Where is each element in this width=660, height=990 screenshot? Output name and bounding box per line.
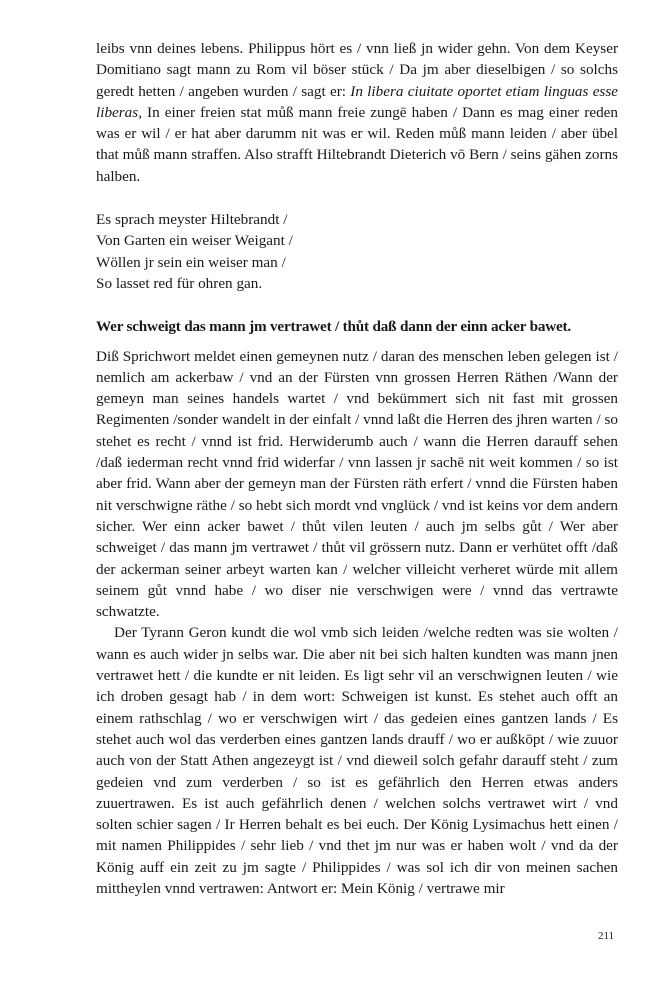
verse-block bbox=[96, 209, 618, 294]
page-number: 211 bbox=[598, 930, 615, 942]
proverb-heading: Wer schweigt das mann jm vertrawet / thůt daß dann der einn acker bawet. bbox=[96, 318, 571, 336]
verse-line: So lasset red für ohren gan. bbox=[96, 274, 263, 292]
verse-line: Wöllen jr sein ein weiser man / bbox=[96, 253, 286, 271]
verse-line: Es sprach meyster Hiltebrandt / bbox=[96, 211, 288, 229]
verse-line: Von Garten ein weiser Weigant / bbox=[96, 232, 293, 250]
latin-quote: In libera ciuitate oportet etiam linguas esse liberas, bbox=[96, 82, 618, 121]
paragraph-2: Diß Sprichwort meldet einen gemeynen nutz / daran des menschen leben gelegen ist / nemlich am ackerbaw / vnd an der Fürsten vnn grossen Herren Räthen /Wann der gemeyn man seines handels wartet / vnd bekümmert sich nit fast mit grossen Regimenten /sonder wandelt in der einfalt / vnnd laßt die Herren des jhren warten / so stehet es recht / vnnd ist frid. Herwiderumb auch / wann die Herren darauff sehen /daß iederman recht vnnd frid widerfar / vnn lassen jr sachē nit weit kommen / so ist aber frid. Wann aber der gemeyn man der Fürsten räth erfert / vnnd die Fürsten haben nit verschwigne räthe / so hebt sich mordt vnd vnglück / vnd ist keins vor dem andern sicher. Wer einn acker bawet / thůt vilen leuten / auch jm selbs gůt / Wer aber schweiget / das mann jm vertrawet / thůt vil grössern nutz. Dann er verhütet offt /daß der ackerman seiner arbeyt warten kan / welcher villeicht verheret würde mit allem seinem gůt vnnd habe / wo diser nie verschwigen were / vnnd das vertrawte schwatzte. bbox=[96, 347, 618, 621]
paragraph-1 bbox=[96, 38, 618, 187]
paragraph-3: Der Tyrann Geron kundt die wol vmb sich leiden /welche redten was sie wolten / wann es auch wider jn selbs war. Die aber nit bei sich halten kundten was mann jnen vertrawet hett / die kundte er nit leiden. Es ligt sehr vil an verschwignen leuten / wie ich droben gesagt hab / in dem wort: Schweigen ist kunst. Es stehet auch offt an einem rathschlag / wo er verschwigen wirt / das gedeien eines gantzen lands / Es stehet auch wol das verderben eines gantzen lands drauff / wo er außkōpt / wie zuuor auch von der Statt Athen angezeygt ist / vnd dieweil solch gefahr darauff steht / zum gedeien vnd zum verderben / so ist es gefährlich den Herren etwas anders zuuertrawen. Es ist auch gefährlich denen / welchen solchs vertrawet wirt / vnd solten schier sagen / Ir Herren behalt es bei euch. Der König Lysimachus hett einen / mit namen Philippides / sehr lieb / vnd thet jm nur was er haben wolt / vnd da der König auff ein zeit zu jm sagte / Philippides / was sol ich dir von meinen sachen mittheylen vnnd vertrawen: Antwort er: Mein König / vertrawe mir bbox=[96, 624, 618, 897]
paragraph-1-text-a: leibs vnn deines lebens. Philippus hört es / vnn ließ jn wider gehn. Von dem Keyser Domitiano sagt mann zu Rom vil böser stück / Da jm aber dieselbigen / so solchs geredt hetten / angeben wurden / sagt er: bbox=[96, 40, 618, 100]
paragraph-1-text-b: In einer freien stat můß mann freie zungē haben / Dann es mag einer reden was er wil / er hat aber darumm nit was er wil. Reden můß mann leiden / aber übel that můß mann straffen. Also strafft Hiltebrandt Dieterich vō Bern / seins gähen zorns halben. bbox=[96, 103, 618, 185]
page-body bbox=[96, 38, 618, 899]
